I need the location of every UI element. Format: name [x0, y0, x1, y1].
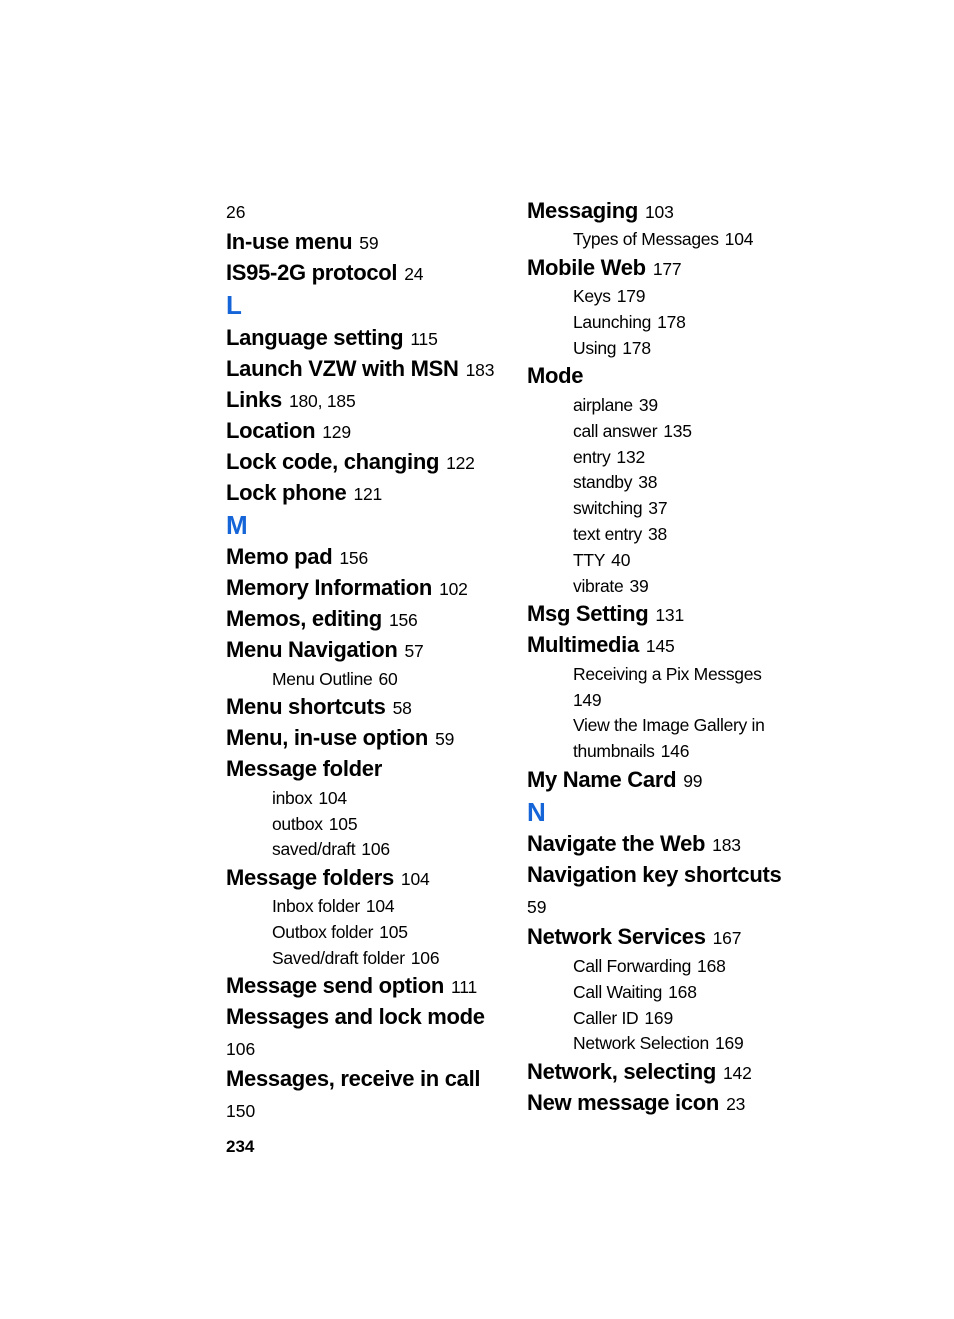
- entry-term: IS95-2G protocol: [226, 260, 398, 285]
- index-subentry: [272, 816, 357, 834]
- index-entry: [226, 639, 424, 661]
- index-entry: [527, 1092, 745, 1114]
- index-entry: [226, 389, 356, 411]
- entry-term: Network, selecting: [527, 1059, 716, 1084]
- index-entry: [226, 482, 382, 504]
- index-page-ref: 26: [226, 202, 246, 222]
- entry-page: 122: [446, 453, 475, 473]
- subentry-page: 39: [629, 576, 649, 596]
- subentry-page: 38: [647, 524, 668, 544]
- page-number: 234: [226, 1137, 255, 1156]
- entry-page: 59: [435, 729, 455, 749]
- entry-page: 59: [527, 897, 547, 917]
- index-subentry: [573, 500, 667, 518]
- index-subentry: [272, 841, 390, 859]
- entry-term: Messages, receive in call: [226, 1066, 481, 1091]
- entry-term: Mode: [527, 363, 584, 388]
- entry-term: Navigation key shortcuts: [527, 862, 782, 887]
- index-entry: [226, 727, 454, 749]
- entry-page: 180, 185: [288, 391, 356, 411]
- index-subentry: [272, 671, 398, 689]
- entry-term: Lock code, changing: [226, 449, 440, 474]
- entry-page: 145: [645, 636, 675, 656]
- entry-term: Message folders: [226, 865, 394, 890]
- entry-page: 177: [652, 259, 682, 279]
- subentry-term: entry: [573, 447, 611, 467]
- subentry-page: 169: [714, 1033, 744, 1053]
- entry-term: Message folder: [226, 756, 382, 781]
- entry-page: 115: [410, 329, 438, 349]
- subentry-term: Inbox folder: [272, 896, 360, 916]
- index-entry: [226, 451, 475, 473]
- subentry-page: 39: [638, 395, 658, 415]
- subentry-term: inbox: [272, 788, 313, 808]
- index-entry: [226, 975, 477, 997]
- index-entry: [527, 833, 741, 855]
- subentry-term: airplane: [573, 395, 633, 415]
- subentry-term: Caller ID: [573, 1008, 639, 1028]
- subentry-page: 40: [611, 550, 631, 570]
- index-subentry: [573, 1010, 673, 1028]
- index-entry: [226, 546, 368, 568]
- index-subentry: [272, 898, 394, 916]
- index-entry: [226, 327, 438, 349]
- index-entry: [226, 1006, 485, 1028]
- index-subentry: [573, 552, 630, 570]
- subentry-page: 37: [648, 498, 668, 518]
- subentry-page: 104: [365, 896, 395, 916]
- subentry-term: Types of Messages: [573, 229, 719, 249]
- subentry-page: 149: [573, 690, 602, 710]
- entry-term: Menu Navigation: [226, 637, 398, 662]
- index-entry: [226, 758, 382, 780]
- entry-term: Msg Setting: [527, 601, 649, 626]
- subentry-term: Keys: [573, 286, 611, 306]
- index-entry: [527, 257, 681, 279]
- entry-term: In-use menu: [226, 229, 353, 254]
- subentry-term: Call Waiting: [573, 982, 663, 1002]
- subentry-term: Call Forwarding: [573, 956, 692, 976]
- subentry-term: outbox: [272, 814, 323, 834]
- subentry-page: 104: [724, 229, 754, 249]
- entry-term: Launch VZW with MSN: [226, 356, 459, 381]
- section-letter-n: N: [527, 797, 546, 827]
- entry-term: Multimedia: [527, 632, 639, 657]
- subentry-term: standby: [573, 472, 633, 492]
- subentry-term: TTY: [573, 550, 606, 570]
- index-entry: [226, 577, 468, 599]
- subentry-page: 169: [644, 1008, 673, 1028]
- index-entry: [527, 603, 684, 625]
- index-subentry: [573, 717, 765, 735]
- subentry-page: 168: [668, 982, 697, 1002]
- entry-term: Menu, in-use option: [226, 725, 429, 750]
- index-subentry: [272, 950, 439, 968]
- entry-page: 167: [712, 928, 742, 948]
- subentry-page: 132: [616, 447, 646, 467]
- entry-page: 102: [439, 579, 468, 599]
- index-subentry: [573, 743, 689, 761]
- index-subentry: [573, 423, 692, 441]
- index-subentry: [573, 397, 658, 415]
- subentry-page: 104: [318, 788, 347, 808]
- subentry-page: 106: [361, 839, 390, 859]
- index-subentry: [573, 314, 686, 332]
- index-subentry: [573, 666, 762, 684]
- index-entry: [226, 231, 378, 253]
- index-subentry: [573, 526, 667, 544]
- entry-page: 129: [322, 422, 351, 442]
- index-entry: [226, 420, 351, 442]
- index-subentry: [573, 958, 726, 976]
- entry-page: 99: [683, 771, 703, 791]
- entry-page: 142: [723, 1063, 752, 1083]
- subentry-term: Launching: [573, 312, 652, 332]
- index-subentry: [573, 288, 645, 306]
- entry-page: 131: [655, 605, 684, 625]
- index-entry: [527, 634, 675, 656]
- subentry-page: 60: [378, 669, 398, 689]
- index-subentry: [272, 790, 347, 808]
- entry-page: 183: [712, 835, 741, 855]
- entry-page: 111: [451, 977, 478, 997]
- subentry-term: saved/draft: [272, 839, 356, 859]
- subentry-term: text entry: [573, 524, 642, 544]
- entry-term: My Name Card: [527, 767, 677, 792]
- index-entry: [226, 608, 418, 630]
- subentry-term: View the Image Gallery in: [573, 715, 765, 735]
- entry-term: Message send option: [226, 973, 445, 998]
- subentry-page: 106: [410, 948, 440, 968]
- index-subentry: [573, 578, 649, 596]
- subentry-term: Menu Outline: [272, 669, 373, 689]
- entry-page: 156: [339, 548, 368, 568]
- index-entry: [527, 1061, 752, 1083]
- entry-page: 106: [226, 1039, 256, 1059]
- entry-term: Memo pad: [226, 544, 333, 569]
- entry-page: 103: [645, 202, 674, 222]
- subentry-page: 146: [660, 741, 690, 761]
- index-subentry: [573, 984, 697, 1002]
- entry-term: Memory Information: [226, 575, 433, 600]
- entry-term: Location: [226, 418, 316, 443]
- index-subentry: [272, 924, 408, 942]
- subentry-term: call answer: [573, 421, 658, 441]
- index-entry: [527, 769, 702, 791]
- entry-term: Messaging: [527, 198, 638, 223]
- entry-term: Messages and lock mode: [226, 1004, 485, 1029]
- index-entry: [226, 867, 430, 889]
- index-subentry: [573, 231, 753, 249]
- subentry-term: Receiving a Pix Messges: [573, 664, 762, 684]
- entry-term: Lock phone: [226, 480, 347, 505]
- entry-page: 23: [726, 1094, 746, 1114]
- subentry-page: 178: [622, 338, 651, 358]
- entry-page: 104: [400, 869, 430, 889]
- entry-term: Network Services: [527, 924, 706, 949]
- subentry-page: 105: [379, 922, 408, 942]
- entry-page: 58: [392, 698, 412, 718]
- subentry-term: switching: [573, 498, 643, 518]
- entry-page: 183: [465, 360, 495, 380]
- subentry-term: vibrate: [573, 576, 624, 596]
- subentry-page: 168: [697, 956, 726, 976]
- entry-page: 121: [353, 484, 383, 504]
- entry-page: 156: [388, 610, 418, 630]
- entry-page: 150: [226, 1101, 256, 1121]
- subentry-term: Outbox folder: [272, 922, 374, 942]
- index-entry: [226, 1068, 480, 1090]
- index-entry: [527, 864, 781, 886]
- subentry-page: 179: [616, 286, 646, 306]
- index-entry: [527, 926, 741, 948]
- index-entry: [527, 365, 583, 387]
- subentry-term: Saved/draft folder: [272, 948, 405, 968]
- entry-page: 24: [404, 264, 424, 284]
- entry-term: Language setting: [226, 325, 404, 350]
- subentry-page: 178: [657, 312, 686, 332]
- entry-term: Menu shortcuts: [226, 694, 386, 719]
- index-entry: [226, 358, 494, 380]
- entry-term: Links: [226, 387, 282, 412]
- subentry-term: thumbnails: [573, 741, 655, 761]
- section-letter-m: M: [226, 510, 248, 540]
- subentry-page: 135: [663, 421, 692, 441]
- index-entry: [527, 200, 674, 222]
- entry-term: Memos, editing: [226, 606, 382, 631]
- index-subentry: [573, 340, 651, 358]
- index-subentry: [573, 474, 657, 492]
- index-subentry: [573, 449, 645, 467]
- subentry-page: 105: [328, 814, 358, 834]
- entry-page: 57: [404, 641, 424, 661]
- entry-term: Navigate the Web: [527, 831, 706, 856]
- subentry-term: Using: [573, 338, 617, 358]
- entry-term: New message icon: [527, 1090, 720, 1115]
- entry-term: Mobile Web: [527, 255, 646, 280]
- index-entry: [226, 262, 423, 284]
- subentry-page: 38: [638, 472, 658, 492]
- section-letter-l: L: [226, 290, 242, 320]
- index-subentry: [573, 1035, 744, 1053]
- index-entry: [226, 696, 412, 718]
- subentry-term: Network Selection: [573, 1033, 709, 1053]
- entry-page: 59: [359, 233, 379, 253]
